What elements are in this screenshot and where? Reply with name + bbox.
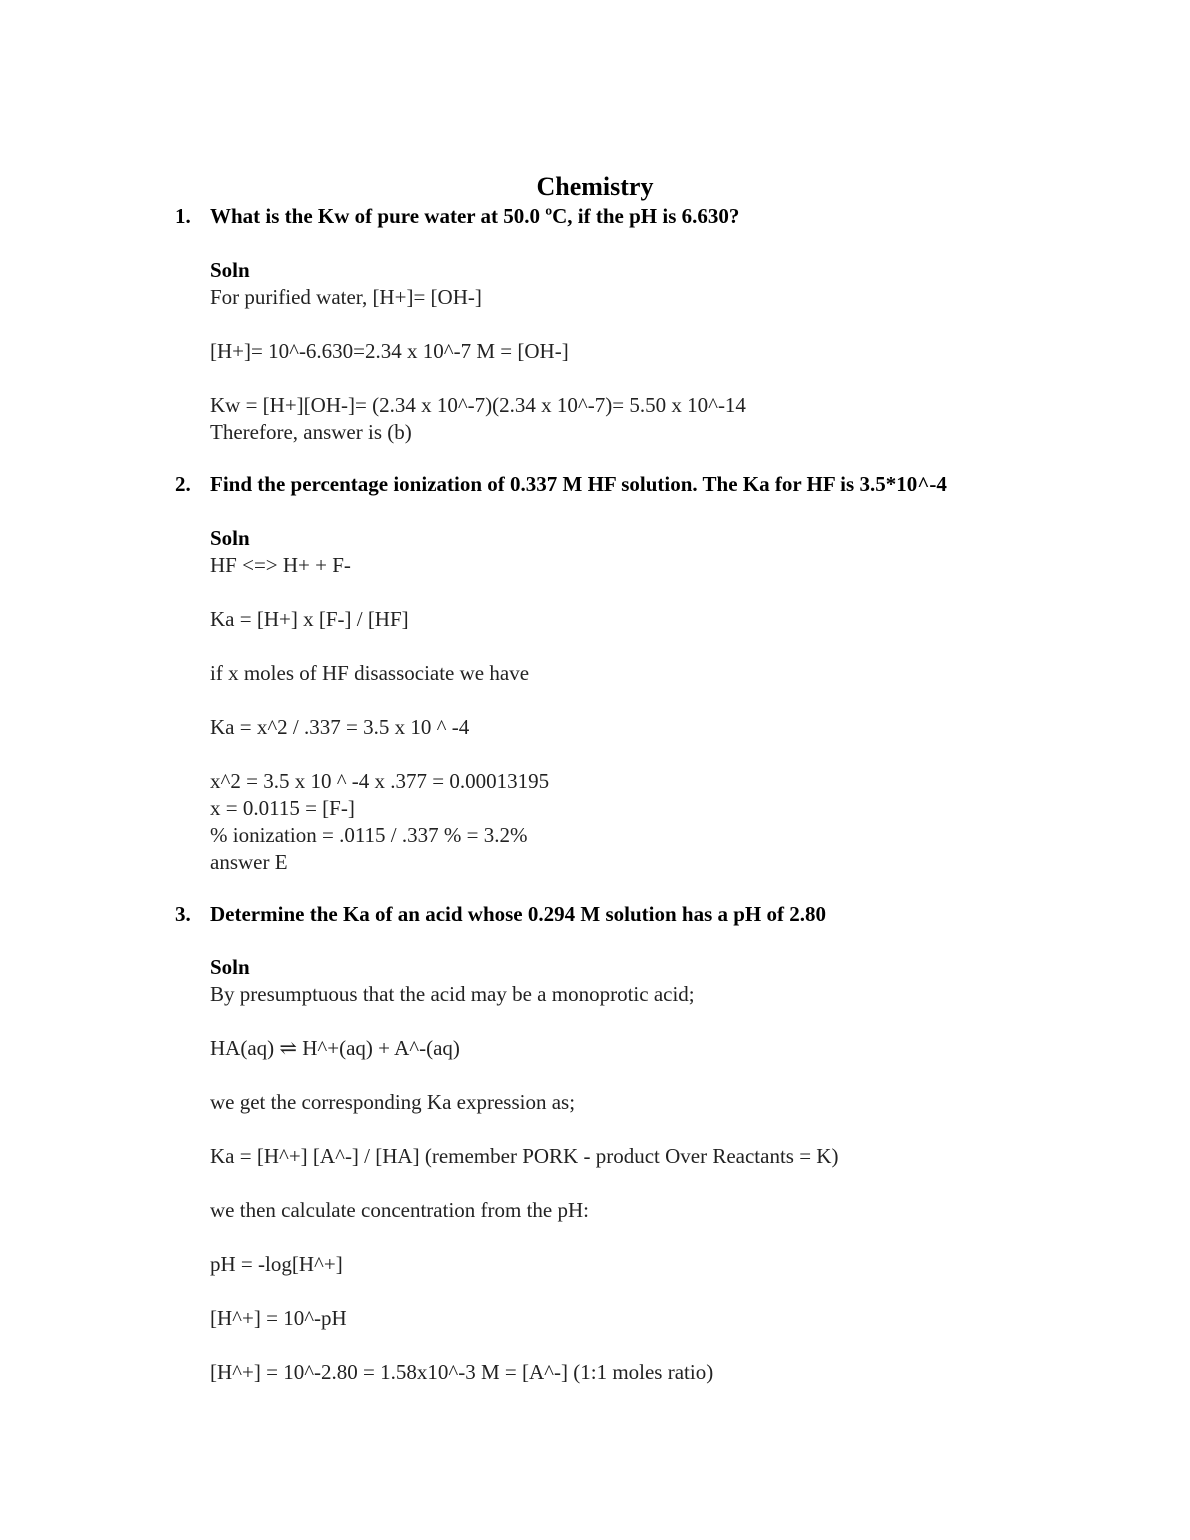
solution-2 [210, 525, 1110, 876]
solution-line: For purified water, [H+]= [OH-] [210, 285, 482, 309]
solution-line [210, 1332, 1110, 1359]
question-2 [175, 471, 947, 498]
solution-line [210, 579, 1110, 606]
solution-line: HA(aq) ⇌ H^+(aq) + A^-(aq) [210, 1036, 460, 1060]
solution-line [210, 1116, 1110, 1143]
solution-line: if x moles of HF disassociate we have [210, 661, 530, 685]
question-3 [175, 901, 826, 928]
solution-line: x^2 = 3.5 x 10 ^ -4 x .377 = 0.00013195 [210, 769, 550, 793]
solution-line: Ka = x^2 / .337 = 3.5 x 10 ^ -4 [210, 715, 470, 739]
solution-line [210, 1170, 1110, 1197]
soln-heading: Soln [210, 955, 250, 979]
solution-line: we get the corresponding Ka expression as; [210, 1090, 576, 1114]
solution-line: Kw = [H+][OH-]= (2.34 x 10^-7)(2.34 x 10^-7)= 5.50 x 10^-14 [210, 393, 746, 417]
question-text: Determine the Ka of an acid whose 0.294 M solution has a pH of 2.80 [210, 902, 826, 926]
solution-line: Ka = [H^+] [A^-] / [HA] (remember PORK - product Over Reactants = K) [210, 1144, 839, 1168]
solution-line [210, 741, 1110, 768]
solution-line: [H^+] = 10^-2.80 = 1.58x10^-3 M = [A^-] (1:1 moles ratio) [210, 1360, 714, 1384]
question-text: What is the Kw of pure water at 50.0 ºC, if the pH is 6.630? [210, 204, 740, 228]
question-number: 1. [175, 204, 191, 228]
question-number: 2. [175, 472, 191, 496]
question-1 [175, 203, 739, 230]
question-text: Find the percentage ionization of 0.337 M HF solution. The Ka for HF is 3.5*10^-4 [210, 472, 947, 496]
solution-line: By presumptuous that the acid may be a monoprotic acid; [210, 982, 695, 1006]
solution-line: [H^+] = 10^-pH [210, 1306, 347, 1330]
solution-line [210, 311, 1110, 338]
solution-line: Therefore, answer is (b) [210, 420, 412, 444]
solution-line: we then calculate concentration from the pH: [210, 1198, 590, 1222]
solution-line: HF <=> H+ + F- [210, 553, 351, 577]
solution-3 [210, 954, 1110, 1386]
solution-line [210, 1062, 1110, 1089]
page-title: Chemistry [536, 172, 654, 201]
solution-line [210, 365, 1110, 392]
solution-line [210, 1278, 1110, 1305]
question-number: 3. [175, 902, 191, 926]
solution-line: pH = -log[H^+] [210, 1252, 343, 1276]
solution-line: x = 0.0115 = [F-] [210, 796, 355, 820]
soln-heading: Soln [210, 526, 250, 550]
solution-line: [H+]= 10^-6.630=2.34 x 10^-7 M = [OH-] [210, 339, 569, 363]
solution-line: % ionization = .0115 / .337 % = 3.2% [210, 823, 528, 847]
soln-heading: Soln [210, 258, 250, 282]
solution-1 [210, 257, 1110, 446]
solution-line: Ka = [H+] x [F-] / [HF] [210, 607, 409, 631]
solution-line [210, 687, 1110, 714]
solution-line [210, 1008, 1110, 1035]
solution-line: answer E [210, 850, 288, 874]
solution-line [210, 1224, 1110, 1251]
solution-line [210, 633, 1110, 660]
